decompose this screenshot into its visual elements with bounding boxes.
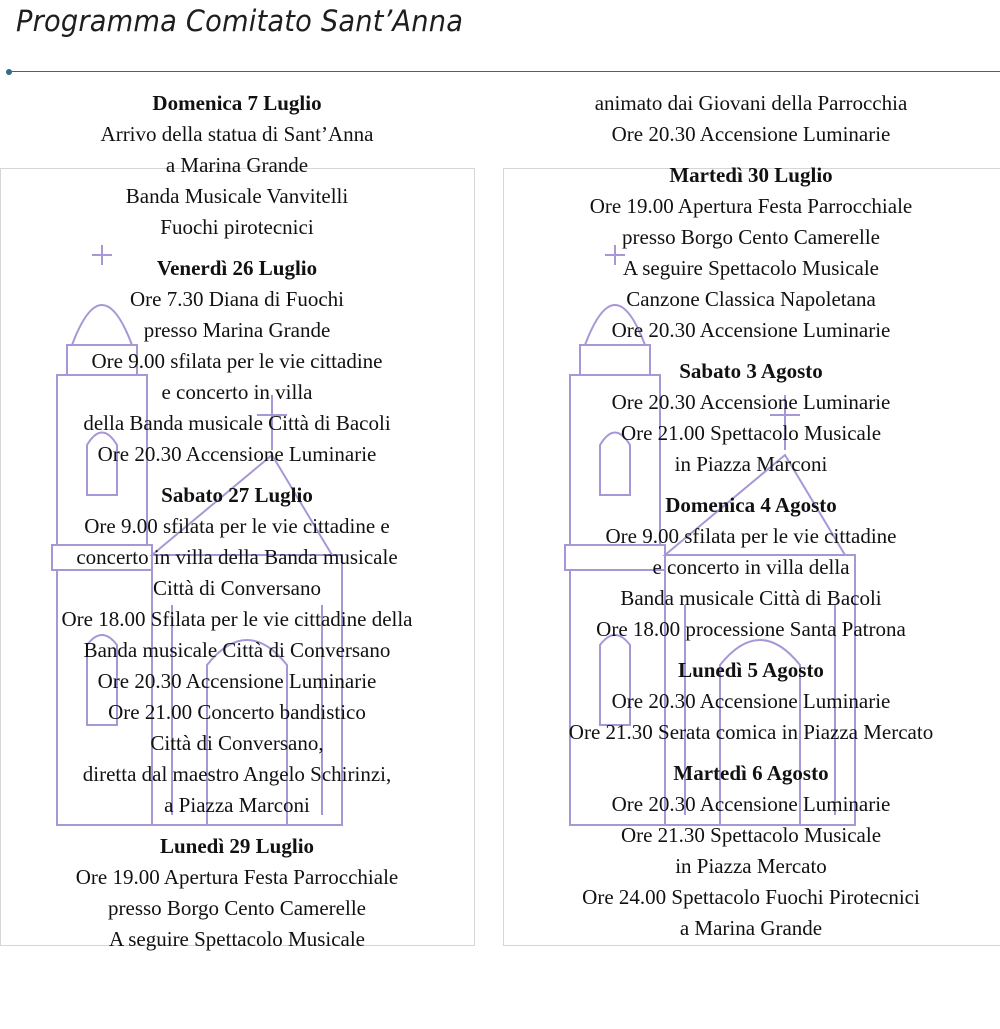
event-line: Città di Conversano xyxy=(153,576,321,600)
event-line: Ore 19.00 Apertura Festa Parrocchiale xyxy=(589,194,913,218)
event-line: Ore 20.30 Accensione Luminarie xyxy=(611,390,891,414)
event-line: a Piazza Marconi xyxy=(164,793,310,817)
event-line: in Piazza Marconi xyxy=(674,452,828,476)
event-block xyxy=(503,490,999,645)
event-title: Sabato 27 Luglio xyxy=(161,483,313,507)
event-line: Ore 9.00 sfilata per le vie cittadine xyxy=(91,349,383,373)
event-line: Ore 21.00 Concerto bandistico xyxy=(108,700,366,724)
event-line: presso Borgo Cento Camerelle xyxy=(108,896,366,920)
event-line: Ore 19.00 Apertura Festa Parrocchiale xyxy=(75,865,399,889)
event-title: Martedì 6 Agosto xyxy=(673,761,829,785)
page-title: Programma Comitato Sant’Anna xyxy=(16,4,464,38)
event-line: Ore 20.30 Accensione Luminarie xyxy=(611,689,891,713)
event-line: Ore 20.30 Accensione Luminarie xyxy=(97,669,377,693)
event-block xyxy=(503,160,999,346)
event-line: concerto in villa della Banda musicale xyxy=(76,545,398,569)
event-line: Ore 18.00 Sfilata per le vie cittadine della xyxy=(61,607,413,631)
event-line: Ore 21.30 Spettacolo Musicale xyxy=(620,823,882,847)
event-line: e concerto in villa xyxy=(161,380,313,404)
event-line: Ore 21.00 Spettacolo Musicale xyxy=(620,421,882,445)
event-block xyxy=(2,253,472,470)
header-rule xyxy=(10,71,1000,72)
event-block xyxy=(2,88,472,243)
event-line: Ore 9.00 sfilata per le vie cittadine e xyxy=(84,514,390,538)
event-line: Ore 20.30 Accensione Luminarie xyxy=(611,318,891,342)
event-line: diretta dal maestro Angelo Schirinzi, xyxy=(82,762,392,786)
event-line: Ore 20.30 Accensione Luminarie xyxy=(611,122,891,146)
event-line: a Marina Grande xyxy=(679,916,823,940)
event-title: Lunedì 5 Agosto xyxy=(678,658,824,682)
event-title: Domenica 4 Agosto xyxy=(665,493,837,517)
event-title: Martedì 30 Luglio xyxy=(669,163,833,187)
event-line: presso Borgo Cento Camerelle xyxy=(622,225,880,249)
event-line: Ore 21.30 Serata comica in Piazza Mercato xyxy=(568,720,934,744)
event-block xyxy=(2,831,472,955)
event-line: Banda musicale Città di Bacoli xyxy=(620,586,882,610)
event-line: A seguire Spettacolo Musicale xyxy=(622,256,880,280)
event-line: Ore 24.00 Spettacolo Fuochi Pirotecnici xyxy=(582,885,920,909)
event-block xyxy=(503,356,999,480)
event-block xyxy=(503,758,999,944)
event-line: Arrivo della statua di Sant’Anna xyxy=(100,122,374,146)
event-line: in Piazza Mercato xyxy=(675,854,827,878)
event-line: a Marina Grande xyxy=(165,153,309,177)
event-line: Fuochi pirotecnici xyxy=(160,215,314,239)
event-title: Lunedì 29 Luglio xyxy=(159,834,315,858)
event-line: della Banda musicale Città di Bacoli xyxy=(83,411,391,435)
continuation-block xyxy=(503,88,999,150)
event-line: Ore 20.30 Accensione Luminarie xyxy=(611,792,891,816)
event-line: Città di Conversano, xyxy=(150,731,324,755)
left-column xyxy=(2,88,472,965)
event-title: Sabato 3 Agosto xyxy=(679,359,823,383)
right-column xyxy=(503,88,999,954)
event-line: Ore 9.00 sfilata per le vie cittadine xyxy=(605,524,897,548)
event-line: animato dai Giovani della Parrocchia xyxy=(594,91,908,115)
event-title: Domenica 7 Luglio xyxy=(152,91,322,115)
event-line: Ore 7.30 Diana di Fuochi xyxy=(129,287,345,311)
event-line: e concerto in villa della xyxy=(652,555,850,579)
event-block xyxy=(2,480,472,821)
event-line: A seguire Spettacolo Musicale xyxy=(108,927,366,951)
event-line: presso Marina Grande xyxy=(143,318,331,342)
event-block xyxy=(503,655,999,748)
header-rule-dot xyxy=(6,69,12,75)
event-title: Venerdì 26 Luglio xyxy=(156,256,318,280)
event-line: Ore 20.30 Accensione Luminarie xyxy=(97,442,377,466)
event-line: Ore 18.00 processione Santa Patrona xyxy=(596,617,906,641)
event-line: Banda musicale Città di Conversano xyxy=(83,638,391,662)
event-line: Banda Musicale Vanvitelli xyxy=(125,184,349,208)
event-line: Canzone Classica Napoletana xyxy=(626,287,876,311)
